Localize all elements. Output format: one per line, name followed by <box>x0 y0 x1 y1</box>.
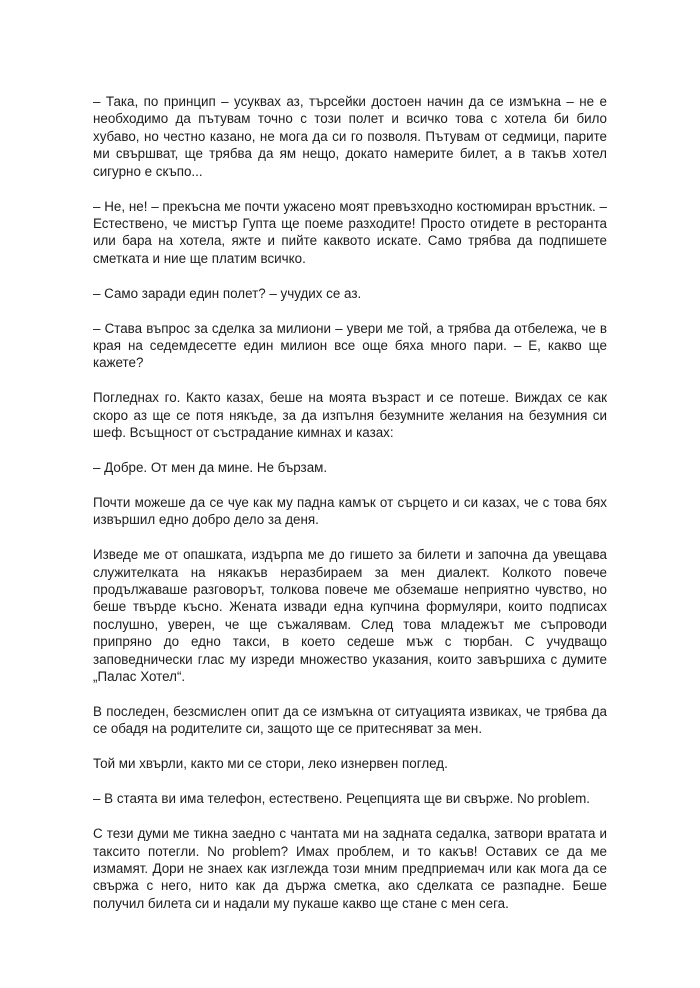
body-text <box>93 93 607 930</box>
paragraph: С тези думи ме тикна заедно с чантата ми на задната седалка, затвори вратата и таксито потегли. No problem? Имах проблем, и то какъв! Оставих се да ме измамят. Дори не знаех как изглежда този мним предприемач или как мога да се свържа с него, нито как да държа сметка, ако сделката се разпадне. Беше получил билета си и надали му пукаше какво ще стане с мен сега. <box>93 826 607 911</box>
paragraph: Почти можеше да се чуе как му падна камък от сърцето и си казах, че с това бях извършил едно добро дело за деня. <box>93 494 607 528</box>
paragraph: – Добре. От мен да мине. Не бързам. <box>93 460 328 475</box>
paragraph: – Така, по принцип – усуквах аз, търсейки достоен начин да се измъкна – не е необходимо да пътувам точно с този полет и всичко това с хотела би било хубаво, но честно казано, не мога да си го позволя. Пътувам от седмици, парите ми свършват, ще трябва да ям нещо, докато намерите билет, а в такъв хотел сигурно е скъпо... <box>93 94 607 179</box>
paragraph: Погледнах го. Както казах, беше на моята възраст и се потеше. Виждах се как скоро аз ще се потя някъде, за да изпълня безумните желания на безумния си шеф. Всъщност от състрадание кимнах и казах: <box>93 390 607 441</box>
paragraph: – Не, не! – прекъсна ме почти ужасено моят превъзходно костюмиран връстник. – Естествено, че мистър Гупта ще поеме разходите! Просто отидете в ресторанта или бара на хотела, яжте и пийте каквото искате. Само трябва да подпишете сметката и ние ще платим всичко. <box>93 198 607 266</box>
paragraph: – Става въпрос за сделка за милиони – увери ме той, а трябва да отбележа, че в края на седемдесетте един милион все още бяха много пари. – Е, какво ще кажете? <box>93 320 607 371</box>
paragraph: В последен, безсмислен опит да се измъкна от ситуацията извиках, че трябва да се обадя на родителите си, защото ще се притесняват за мен. <box>93 703 607 737</box>
paragraph: Той ми хвърли, както ми се стори, леко изнервен поглед. <box>93 756 448 772</box>
paragraph: – Само заради един полет? – учудих се аз. <box>93 285 362 301</box>
paragraph: – В стаята ви има телефон, естествено. Рецепцията ще ви свърже. No problem. <box>93 791 591 807</box>
paragraph: Изведе ме от опашката, издърпа ме до гишето за билети и започна да увещава служителката на някакъв неразбираем за мен диалект. Колкото повече продължаваше разговорът, толкова повече ме обземаше неприятно чувство, но беше твърде късно. Жената извади една купчина формуляри, които подписах послушно, уверен, че ще съжалявам. След това младежът ме съпроводи припряно до едно такси, в което седеше мъж с тюрбан. С учудващо заповеднически глас му изреди множество указания, които завършиха с думите „Палас Хотел“. <box>93 547 607 685</box>
